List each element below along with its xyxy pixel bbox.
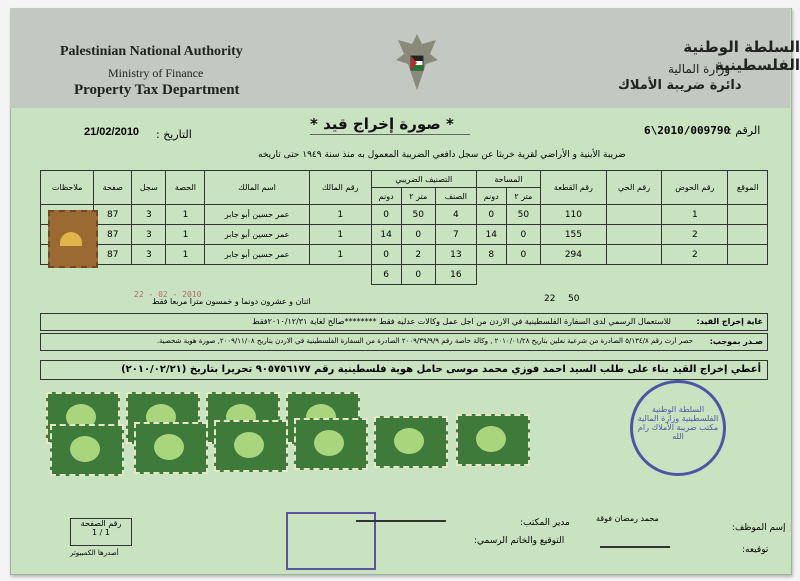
issued-text: حصر ارث رقم ٥/١٣٤/٨ الصادرة من شرعية نعلين بتاريخ ٢٠١٠/٠١/٢٨ , وكالة خاصة رقم ٢٠٠٩/٣٩/٩/٩ الصادرة من السفارة الفلسطينية في الاردن بتاريخ ٢٠٠٩/١١/٠٨, صورة هوية شخصية.	[156, 337, 693, 345]
revenue-stamp	[456, 414, 530, 466]
revenue-stamp-dome	[48, 210, 98, 268]
table-cell: 50	[401, 205, 435, 225]
table-cell: 3	[132, 205, 166, 225]
table-cell: 14	[371, 225, 401, 245]
table-cell: عمر حسين أبو جابر	[205, 205, 309, 225]
subtotal-cell: 6	[371, 265, 401, 285]
col-header: متر ٢	[401, 188, 435, 205]
revenue-stamp	[50, 424, 124, 476]
seal-text: السلطة الوطنية الفلسطينية وزارة المالية مكتب ضريبة الأملاك رام الله	[637, 405, 719, 441]
table-cell: 14	[476, 225, 506, 245]
total-dunum: 22	[544, 294, 556, 304]
employee-name: محمد رمضان فوقة	[596, 514, 659, 523]
total-m2: 50	[568, 294, 580, 304]
issued-label: صـدر بموجب:	[709, 337, 763, 346]
col-header: صفحة	[94, 171, 132, 205]
director-label: مدير المكتب:	[520, 518, 570, 528]
col-header: دونم	[371, 188, 401, 205]
table-cell	[728, 205, 768, 225]
table-cell: 2	[662, 225, 728, 245]
printed-by: أصدرها الكمبيوتر	[70, 549, 119, 557]
table-cell	[606, 225, 661, 245]
official-signature-label: التوقيع والخاتم الرسمي:	[474, 536, 565, 546]
col-header: دونم	[476, 188, 506, 205]
table-cell: 87	[94, 205, 132, 225]
col-header: سجل	[132, 171, 166, 205]
table-cell: 7	[435, 225, 476, 245]
table-cell	[606, 205, 661, 225]
department-name-en: Property Tax Department	[74, 82, 240, 98]
revenue-stamp	[374, 416, 448, 468]
authority-name-en: Palestinian National Authority	[60, 44, 243, 59]
col-header: اسم المالك	[205, 171, 309, 205]
table-cell: 13	[435, 245, 476, 265]
table-cell: 2	[401, 245, 435, 265]
table-cell: 155	[541, 225, 607, 245]
date-value: 21/02/2010	[84, 126, 140, 138]
table-cell: 8	[476, 245, 506, 265]
signature-label: توقيعه:	[742, 545, 769, 555]
revenue-stamp	[294, 418, 368, 470]
col-header: الموقع	[728, 171, 768, 205]
revenue-stamp	[134, 422, 208, 474]
issued-band	[40, 333, 768, 351]
official-seal-round	[630, 380, 726, 476]
table-cell: 50	[506, 205, 540, 225]
col-header: رقم القطعة	[541, 171, 607, 205]
director-signature	[356, 520, 446, 522]
table-cell	[728, 225, 768, 245]
table-cell: 0	[371, 245, 401, 265]
request-text: أعطي إخراج القيد بناء على طلب السيد احمد فوزي محمد موسى حامل هوية فلسطينية رقم ٩٠٥٧٥٦١٧٧ تحريرا بتاريخ (٢٠١٠/٠٢/٢١)	[121, 364, 761, 375]
table-cell: 110	[541, 205, 607, 225]
date-label: التاريخ :	[156, 128, 192, 141]
subtotal-cell: 0	[401, 265, 435, 285]
page-label: رقم الصفحة	[80, 519, 122, 528]
table-cell: 87	[94, 245, 132, 265]
authority-name-ar: السلطة الوطنية الفلسطينية	[683, 38, 800, 74]
table-cell: 1	[166, 205, 205, 225]
table-row	[41, 225, 768, 245]
table-cell: 1	[662, 205, 728, 225]
col-header: رقم الحي	[606, 171, 661, 205]
table-cell: 0	[506, 225, 540, 245]
purpose-label: غاية إخراج القيد:	[696, 317, 763, 326]
table-cell: 0	[476, 205, 506, 225]
col-header: رقم الحوض	[662, 171, 728, 205]
title-underline	[310, 134, 470, 135]
subtotal-cell: 16	[435, 265, 476, 285]
table-cell: 1	[166, 225, 205, 245]
group-header-area: المساحة	[476, 171, 540, 188]
subtotal-row	[41, 265, 768, 285]
table-cell: عمر حسين أبو جابر	[205, 245, 309, 265]
revenue-stamp	[214, 420, 288, 472]
ref-label: الرقم :	[728, 124, 761, 137]
table-cell: 1	[309, 225, 371, 245]
employee-signature	[600, 546, 670, 548]
purpose-band	[40, 313, 768, 331]
table-cell: 3	[132, 225, 166, 245]
table-cell: 294	[541, 245, 607, 265]
employee-label: إسم الموظف:	[732, 523, 786, 533]
table-cell: 0	[371, 205, 401, 225]
col-header: الحصة	[166, 171, 205, 205]
request-band	[40, 360, 768, 380]
table-cell: 87	[94, 225, 132, 245]
table-cell: 3	[132, 245, 166, 265]
page-number-box	[70, 518, 132, 546]
eagle-emblem-icon	[392, 30, 442, 94]
parcel-table	[40, 170, 768, 285]
table-cell	[606, 245, 661, 265]
table-cell	[728, 245, 768, 265]
table-cell: 1	[309, 245, 371, 265]
col-header: رقم المالك	[309, 171, 371, 205]
intro-line: ضريبة الأبنية و الأراضي لقرية خربثا عن سجل دافعي الضريبة المعمول به منذ سنة ١٩٤٩ حتى تاريخه	[258, 150, 626, 160]
col-header: متر ٢	[506, 188, 540, 205]
table-cell: 0	[401, 225, 435, 245]
table-row	[41, 205, 768, 225]
total-area-text: اثنان و عشرون دونما و خمسون مترا مربعا فقط	[152, 297, 311, 306]
table-cell: 1	[309, 205, 371, 225]
ministry-name-ar: وزارة المالية	[668, 62, 731, 76]
table-cell: عمر حسين أبو جابر	[205, 225, 309, 245]
table-row	[41, 245, 768, 265]
ref-number: 6\2010/009790	[644, 124, 731, 137]
page-value: 1 / 1	[92, 528, 110, 537]
col-header: ملاحظات	[41, 171, 94, 205]
table-cell: 2	[662, 245, 728, 265]
table-cell: 4	[435, 205, 476, 225]
purpose-text: للاستعمال الرسمي لدى السفارة الفلسطينية في الاردن من اجل عمل وكالات عدليه فقط ********صالح لغاية ٢٠١٠/١٢/٣١فقط	[252, 317, 671, 326]
group-header-class: التصنيف الضريبي	[371, 171, 476, 188]
document-title: * صورة إخراج قيد *	[310, 115, 454, 133]
ministry-name-en: Ministry of Finance	[108, 66, 204, 80]
table-cell: 1	[166, 245, 205, 265]
department-name-ar: دائرة ضريبة الأملاك	[618, 78, 742, 93]
table-cell: 0	[506, 245, 540, 265]
received-date-stamp: 22 - 02 - 2010	[134, 290, 202, 299]
col-header: الصنف	[435, 188, 476, 205]
